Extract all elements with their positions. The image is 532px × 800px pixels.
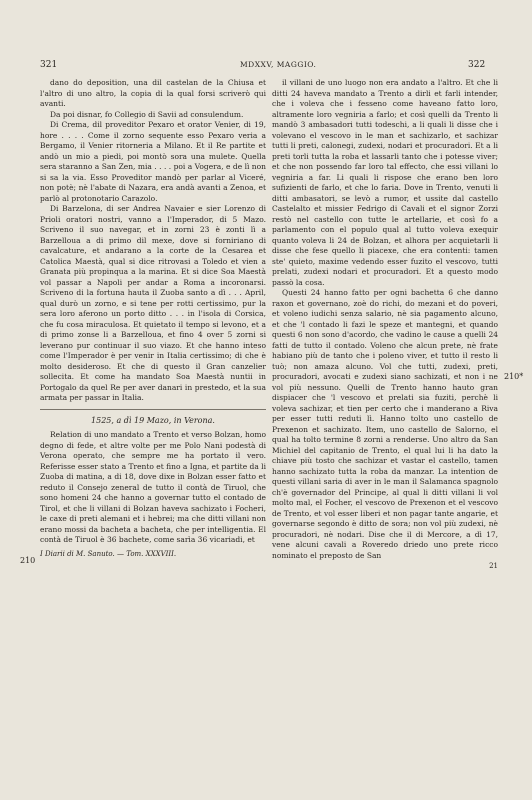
- right-paragraph: il villani de uno luogo non era andato a l'altro. Et che li ditti 24 haveva mandato a Trento a dirli et farli intender, che i voleva che i fesseno come haveano fatto loro, altramente loro vegniria a farlo; et così quelli da Trento li mandò 3 ambasadori tutti todeschi, a li quali li disse che i volevano el vescovo in le man et sachizarlo, et sachizar tutti li preti, calonegi, zudexi, nodari et procuradori. Et a li preti torli tutta la roba et lassarli tanto che i potesse viver; et che non possendo far loro tal effecto, che essi villani lo vegniria a far. Li quali li rispose che erano ben loro sufizienti de farlo, et che lo faria. Dove in Trento, venuti li ditti ambasatori, se levò a rumor, et ussite dal castello Castelalto et missier Fedrigo di Cavali et el signor Zorzi restò nel castello con tutte le artellarie, et così fo a parlamento con el populo qual al tutto voleva exequir quanto voleva li 24 de Bolzan, et alhora per acquietarli li disse che fese quello li piacexe, che era contenti: tamen ste' quieto, maxime vedendo esser fuzito el vescovo, tutti prelati, zudexi nodari et procuradori. Et a questo modo passò la cosa.: [272, 78, 498, 287]
- page-number-right: 322: [468, 60, 486, 70]
- left-paragraph: Di Crema, dil proveditor Pexaro et orator Venier, di 19, hore . . . . Come il zorno sequente esso Pexaro veria a Bergamo, il Venier ritorneria a Milano. Et il Re partite et andò un mio a piedi, poi montò sora una mulete. Quella sera staranno a San Zen, mia . . . . poi a Vogera, e de lì non si sa la via. Esso Proveditor mandò per parlar al Viceré, non potè; nè l'abate di Nazara, era andà avanti a Zenoa, et parlò al protonotario Carazolo.: [40, 120, 266, 203]
- left-paragraph: Relation di uno mandato a Trento et verso Bolzan, homo degno di fede, et altre volte per me Polo Nani podestà di Verona operato, che sempre me ha portato il vero. Referisse esser stato a Trento et fino a Igna, et partite da li Zuoba di matina, a di 18, dove dixe in Bolzan esser fatto et reduto il Consejo zeneral de tutto il contà de Tiruol, che sono homeni 24 che hanno a governar tutto el contado de Tirol, et che li villani di Bolzan haveva sachizato i Focheri, le caxe di preti alemani et i hebrei; ma che ditti villani non erano mossi da bacheta a bacheta, che per intelligentia. El contà de Tiruol è 36 bachete, come sarìa 36 vicariadi, et: [40, 430, 266, 544]
- left-paragraph: Da poi disnar, fo Collegio di Savii ad consulendum.: [50, 109, 244, 119]
- left-paragraph: Di Barzelona, di ser Andrea Navaier e sier Lorenzo di Prioli oratori nostri, vanno a l'Imperador, di 5 Mazo. Scriveno il suo navegar, et in zorni 23 è zonti lì a Barzelloua a di primo dil mexe, dove si forniriano di cavalcature, et andarano a la corte de la Cesarea et Catolica Maestà, qual si dice ritrovasi a Toledo et vien a Granata più propinqua a la marina. Et si dice Soa Maestà vol passar a Napoli per andar a Roma a incoronarsi. Scriveno di la fortuna hauta il Zuoba santo a dì . . . April, qual durò un zorno, e si tene per rotti certissimo, pur la sera loro aferono un porto ditto . . . in l'isola di Corsica, che fu cosa miraculosa. Et quietato il tempo si levono, et a di primo zonse li a Barzelloua, et fino 4 over 5 zorni si leverano pur continuar il suo viazo. Et che hanno inteso come l'Imperador è per venir in Italia certissimo; di che è molto desideroso. Et che di questo il Gran canzelier sollecita. Et come ha mandato Soa Maestà nuntii in Portogalo da quel Re per aver danari in prestedo, et la sua armata per passar in Italia.: [40, 204, 266, 402]
- margin-number-right: 210*: [504, 372, 524, 381]
- right-paragraph: Questi 24 hanno fatto per ogni bachetta 6 che danno raxon et governano, zoè do richi, do mezani et do poveri, et voleno iudichi senza salario, nè sia pagamento alcuno, et che 'l contado li fazi le speze et mantegni, et quando questi 6 non sono d'acordo, che vadino le cause a quelli 24 fatti de tutto il contado. Voleno che alcun prete, nè frate habiano più de tanto che i poleno viver, et tutto il resto li tuò; non amaza alcuno. Vol che tutti, zudexi, preti, procuradori, avocati e zudexi siano sachizati, et non i ne vol più nessuno. Quelli de Trento hanno hauto gran dispiacer che 'l vescovo et prelati sia fuziti, perchè li voleva sachizar, et tien per certo che i manderano a Riva per esser tutti reduti lì. Hanno tolto uno castello de Prexenon et sachizato. Item, uno castello de Salorno, el qual ha tolto termine 8 zorni a renderse. Uno altro da San Michiel del capitanio de Trento, el qual lui li ha dato la chiave più tosto che sachizar et vastar el castello, tamen hanno sachizato tutta la roba da manzar. La intention de questi villani saria di aver in le man il Salamanca spagnolo ch'è governador del Principe, al qual li ditti villani li vol molto mal, el Focher, el vescovo de Prexenon et el vescovo de Trento, et vol esser liberi et non pagar tante angarie, et governarse segondo è ditto de sora; non vol più zudexi, nè procuradori, nè nodari. Dise che il di Mercore, a dì 17, vene alcuni cavali a Roveredo driedo uno prete ricco nominato el preposto de San: [272, 288, 498, 560]
- footer-note: I Diarii di M. Sanuto. — Tom. XXXVIII.: [40, 549, 177, 558]
- left-column: [40, 78, 266, 559]
- divider: [40, 409, 266, 410]
- left-paragraph: dano do deposition, una dil castelan de la Chiusa et l'altro di uno altro, la copia di la qual forsi scriverò qui avanti.: [40, 78, 266, 108]
- section-heading: 1525, a dì 19 Mazo, in Verona.: [91, 415, 215, 425]
- signature-number: 21: [489, 562, 498, 570]
- page-number-left: 321: [40, 60, 58, 70]
- right-column: [272, 78, 498, 572]
- running-title: MDXXV, MAGGIO.: [240, 60, 317, 69]
- margin-number-left: 210: [20, 556, 36, 565]
